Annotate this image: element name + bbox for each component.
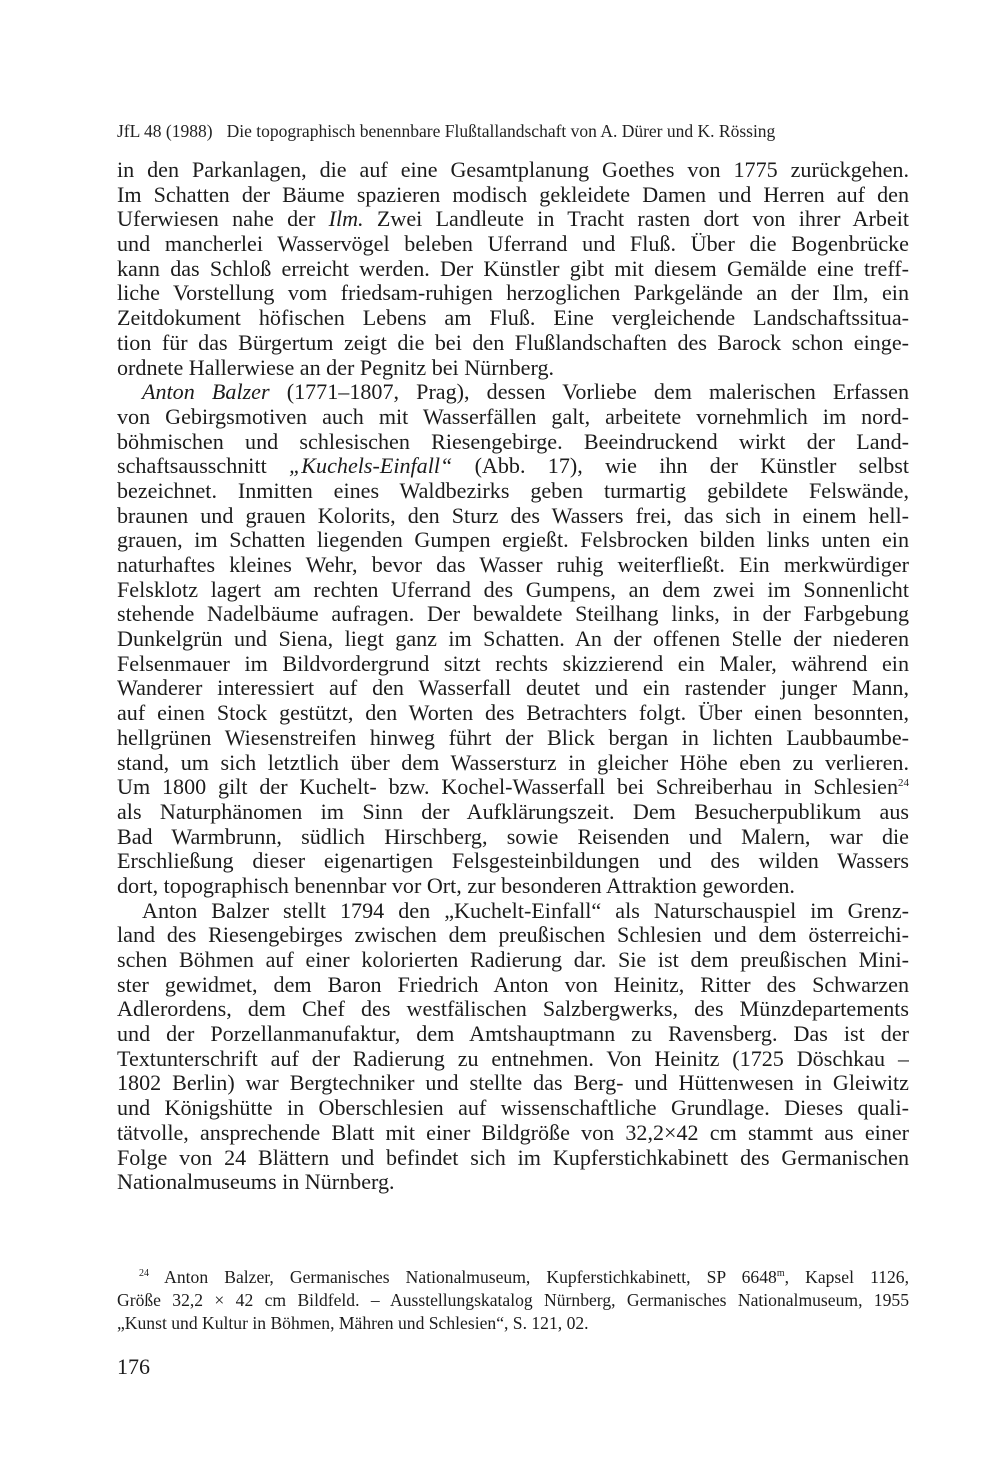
body-line: [117, 923, 909, 948]
body-line: [117, 775, 909, 800]
text-segment: , Kapsel 1126,: [784, 1267, 909, 1287]
text-segment: und Königshütte in Oberschlesien auf wissenschaftliche Grundlage. Dieses quali-: [117, 1096, 909, 1121]
text-segment: Im Schatten der Bäume spazieren modisch gekleidete Damen und Herren auf den: [117, 182, 909, 207]
text-segment: auf einen Stock gestützt, den Worten des Betrachters folgt. Über einen besonnten,: [117, 701, 909, 726]
footnotes: [117, 1266, 909, 1335]
text-segment: Felsenmauer im Bildvordergrund sitzt rechts skizzierend ein Maler, während ein: [117, 651, 909, 676]
body-text: [117, 158, 909, 1195]
text-segment: land des Riesengebirges zwischen dem preußischen Schlesien und dem österreichi-: [117, 923, 909, 948]
body-line: [117, 207, 909, 232]
body-line: [117, 849, 909, 874]
text-segment: Wanderer interessiert auf den Wasserfall deutet und ein rastender junger Mann,: [117, 676, 909, 701]
text-segment: Um 1800 gilt der Kuchelt- bzw. Kochel-Wasserfall bei Schreiberhau in Schlesien: [117, 775, 898, 800]
text-segment: „Kuchels-Einfall“: [289, 454, 453, 479]
text-segment: als Naturphänomen im Sinn der Aufklärungszeit. Dem Besucherpublikum aus: [117, 799, 909, 824]
text-segment: kann das Schloß erreicht werden. Der Künstler gibt mit diesem Gemälde eine treff-: [117, 256, 909, 281]
text-segment: Anton Balzer: [142, 380, 270, 405]
text-segment: tion für das Bürgertum zeigt die bei den Flußlandschaften des Barock schon einge-: [117, 330, 909, 355]
text-segment: liche Vorstellung vom friedsam-ruhigen herzoglichen Parkgelände an der Ilm, ein: [117, 281, 909, 306]
text-segment: Anton Balzer, Germanisches Nationalmuseum, Kupferstichkabinett, SP 6648: [149, 1267, 777, 1287]
text-segment: Nationalmuseums in Nürnberg.: [117, 1170, 395, 1195]
body-line: [117, 257, 909, 282]
body-line: [117, 380, 909, 405]
body-line: [117, 676, 909, 701]
text-segment: stand, um sich letztlich über dem Wassersturz in gleicher Höhe eben zu verlieren.: [117, 750, 909, 775]
body-line: [117, 1121, 909, 1146]
text-segment: naturhaftes kleines Wehr, bevor das Wasser ruhig weiterfließt. Ein merkwürdiger: [117, 553, 909, 577]
body-line: [117, 479, 909, 504]
footnote-marker: 24: [898, 777, 909, 790]
text-segment: ordnete Hallerwiese an der Pegnitz bei Nürnberg.: [117, 355, 555, 380]
body-line: [117, 1096, 909, 1121]
text-segment: schaftsausschnitt: [117, 454, 290, 479]
text-segment: Adlerordens, dem Chef des westfälischen Salzbergwerks, des Münzdepartements: [117, 997, 909, 1022]
body-line: [117, 726, 909, 751]
text-segment: dort, topographisch benennbar vor Ort, zur besonderen Attraktion geworden.: [117, 873, 795, 898]
body-line: [117, 430, 909, 455]
body-line: [117, 825, 909, 850]
body-line: [117, 948, 909, 973]
text-segment: und der Porzellanmanufaktur, dem Amtshauptmann zu Ravensberg. Das ist der: [117, 1022, 909, 1047]
body-line: [117, 528, 909, 553]
body-line: [117, 504, 909, 529]
text-segment: Dunkelgrün und Siena, liegt ganz im Schatten. An der offenen Stelle der niederen: [117, 627, 909, 652]
body-line: [117, 356, 909, 381]
body-line: [117, 281, 909, 306]
text-segment: bezeichnet. Inmitten eines Waldbezirks geben turmartig gebildete Felswände,: [117, 478, 909, 503]
running-head: [117, 119, 907, 143]
text-segment: grauen, im Schatten liegenden Gumpen ergießt. Felsbrocken bilden links unten ein: [117, 528, 909, 553]
text-segment: (Abb. 17), wie ihn der Künstler selbst: [452, 454, 909, 479]
text-segment: Größe 32,2 × 42 cm Bildfeld. – Ausstellungskatalog Nürnberg, Germanisches Nationalmuseum, 1955: [117, 1290, 909, 1310]
body-line: [117, 751, 909, 776]
body-line: [117, 973, 909, 998]
text-segment: hellgrünen Wiesenstreifen hinweg führt der Blick bergan in lichten Laubbaumbe-: [117, 725, 909, 750]
journal-reference: JfL 48 (1988): [117, 121, 213, 141]
footnote-line: [117, 1266, 909, 1289]
text-segment: Erschließung dieser eigenartigen Felsgesteinbildungen und des wilden Wassers: [117, 849, 909, 874]
text-segment: 1802 Berlin) war Bergtechniker und stellte das Berg- und Hüttenwesen in Gleiwitz: [117, 1071, 909, 1096]
body-line: [117, 578, 909, 603]
footnote-line: [117, 1289, 909, 1312]
text-segment: Zwei Landleute in Tracht rasten dort von ihrer Arbeit: [363, 207, 909, 232]
body-line: [117, 874, 909, 899]
text-segment: „Kunst und Kultur in Böhmen, Mähren und Schlesien“, S. 121, 02.: [117, 1313, 589, 1333]
body-line: [117, 1022, 909, 1047]
body-line: [117, 627, 909, 652]
text-segment: braunen und grauen Kolorits, den Sturz des Wassers frei, das sich in einem hell-: [117, 503, 909, 528]
body-line: [117, 553, 909, 578]
text-segment: tätvolle, ansprechende Blatt mit einer Bildgröße von 32,2×42 cm stammt aus einer: [117, 1120, 909, 1145]
text-segment: Folge von 24 Blättern und befindet sich im Kupferstichkabinett des Germanischen: [117, 1145, 909, 1170]
body-line: [117, 602, 909, 627]
text-segment: von Gebirgsmotiven auch mit Wasserfällen galt, arbeitete vornehmlich im nord-: [117, 404, 909, 429]
body-line: [117, 1170, 909, 1195]
text-segment: ster gewidmet, dem Baron Friedrich Anton von Heinitz, Ritter des Schwarzen: [117, 972, 909, 997]
text-segment: Zeitdokument höfischen Lebens am Fluß. Eine vergleichende Landschaftssitua-: [117, 306, 909, 331]
text-segment: Uferwiesen nahe der: [117, 207, 329, 232]
text-segment: Anton Balzer stellt 1794 den „Kuchelt-Einfall“ als Naturschauspiel im Grenz-: [142, 898, 909, 923]
body-line: [117, 899, 909, 924]
text-segment: (1771–1807, Prag), dessen Vorliebe dem malerischen Erfassen: [269, 380, 909, 405]
page-number: 176: [117, 1354, 150, 1379]
body-line: [117, 652, 909, 677]
body-line: [117, 232, 909, 257]
text-segment: in den Parkanlagen, die auf eine Gesamtplanung Goethes von 1775 zurückgehen.: [117, 158, 909, 182]
text-segment: böhmischen und schlesischen Riesengebirge. Beeindruckend wirkt der Land-: [117, 429, 909, 454]
text-segment: Felsklotz lagert am rechten Uferrand des Gumpens, an dem zwei im Sonnenlicht: [117, 577, 909, 602]
footnote-marker: 24: [139, 1268, 149, 1279]
body-line: [117, 158, 909, 183]
body-line: [117, 997, 909, 1022]
body-line: [117, 183, 909, 208]
body-line: [117, 331, 909, 356]
body-line: [117, 454, 909, 479]
text-segment: und mancherlei Wasservögel beleben Uferrand und Fluß. Über die Bogenbrücke: [117, 232, 909, 257]
body-line: [117, 800, 909, 825]
text-segment: stehende Nadelbäume aufragen. Der bewaldete Steilhang links, in der Farbgebung: [117, 602, 909, 627]
body-line: [117, 306, 909, 331]
body-line: [117, 1071, 909, 1096]
footnote-line: [117, 1312, 909, 1335]
body-line: [117, 701, 909, 726]
running-head-title: Die topographisch benennbare Flußtallandschaft von A. Dürer und K. Rössing: [226, 121, 776, 141]
body-line: [117, 1047, 909, 1072]
text-segment: Ilm.: [328, 207, 364, 232]
body-line: [117, 405, 909, 430]
text-segment: Textunterschrift auf der Radierung zu entnehmen. Von Heinitz (1725 Döschkau –: [117, 1046, 909, 1071]
footnote-marker: m: [776, 1268, 785, 1279]
body-line: [117, 1146, 909, 1171]
text-segment: Bad Warmbrunn, südlich Hirschberg, sowie Reisenden und Malern, war die: [117, 824, 909, 849]
text-segment: schen Böhmen auf einer kolorierten Radierung dar. Sie ist dem preußischen Mini-: [117, 948, 909, 972]
